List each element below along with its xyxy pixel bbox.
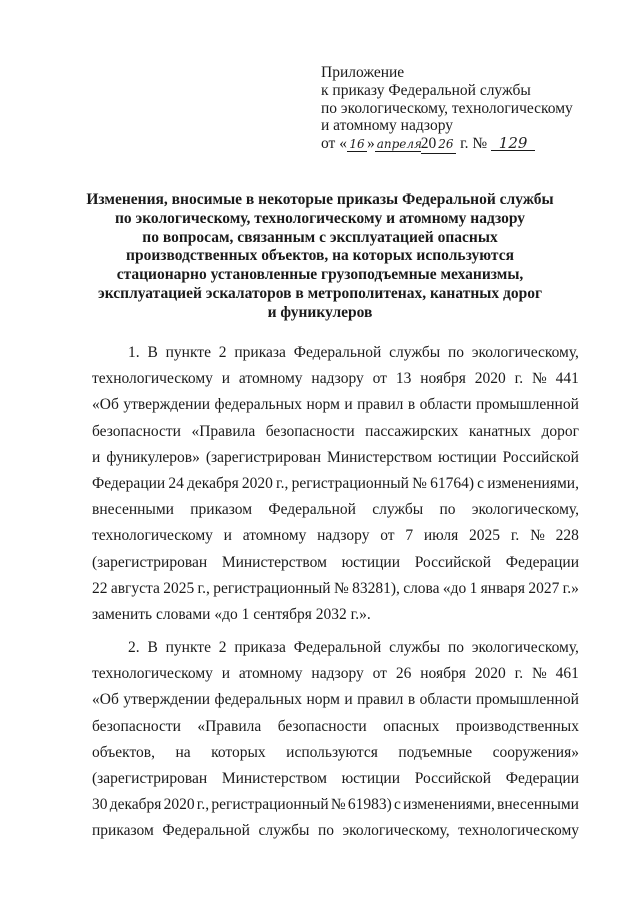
word: ноября — [420, 665, 466, 683]
word: г. — [510, 527, 520, 545]
word: фуникулеров» — [106, 448, 200, 466]
body-line — [92, 392, 579, 418]
word: (зарегистрирован — [92, 770, 208, 787]
word: пункте — [165, 344, 211, 361]
word: ноября — [420, 370, 466, 388]
word: изменениями, — [487, 474, 579, 492]
word: «Об — [92, 396, 119, 414]
word: Министерством — [221, 553, 327, 571]
word: правил — [357, 396, 404, 414]
word: 2020 — [241, 474, 273, 492]
word: 2 — [218, 344, 227, 361]
word: 30 — [92, 796, 108, 814]
word: 228 — [555, 527, 579, 545]
word: в — [407, 691, 416, 709]
body-line — [92, 366, 579, 392]
word: г., — [197, 579, 210, 597]
word: подъемные — [398, 743, 473, 761]
word: области — [419, 396, 472, 414]
word: юстиции — [341, 770, 401, 787]
body-line — [92, 523, 579, 549]
word: регистрационный — [211, 796, 329, 814]
word: 7 — [405, 527, 414, 545]
body-line — [92, 687, 579, 713]
word: Министерством — [327, 448, 433, 466]
word: 26 — [395, 665, 412, 683]
word: регистрационный — [291, 474, 409, 492]
body-line — [92, 550, 579, 576]
body-line — [92, 445, 579, 471]
body-line — [92, 576, 579, 602]
word: службы — [389, 639, 441, 657]
word: с — [394, 796, 401, 814]
word: 441 — [555, 370, 579, 388]
word: № — [531, 370, 547, 388]
body-line — [92, 792, 579, 818]
word: атомному — [238, 370, 303, 388]
word: «Правила — [191, 422, 256, 440]
word: № — [530, 527, 545, 545]
body-line — [92, 766, 579, 792]
word: утверждении — [123, 396, 211, 414]
body-line — [92, 635, 579, 661]
word: правил — [357, 691, 404, 709]
word: используются — [286, 743, 378, 761]
word: юстиции — [438, 448, 497, 466]
word: Российской — [414, 770, 492, 787]
appendix-date-line — [321, 135, 621, 154]
date-year — [421, 135, 457, 154]
word: 61764) — [430, 474, 474, 492]
word: г. — [514, 665, 524, 683]
word: 83281), — [352, 579, 400, 597]
word: приказом — [92, 822, 154, 840]
word: атомному — [242, 527, 307, 545]
word: декабря — [109, 796, 162, 814]
word: промышленной — [475, 691, 579, 709]
word: г., — [276, 474, 289, 492]
word: безопасности — [265, 422, 355, 440]
word: № — [330, 796, 346, 814]
word: изменениями, — [403, 796, 495, 814]
word: 2027 — [528, 579, 560, 597]
word: по — [317, 822, 334, 840]
word: Федеральной — [293, 639, 382, 657]
word: атомному — [238, 665, 303, 683]
title-line: стационарно установленные грузоподъемные механизмы, — [116, 266, 524, 284]
word: дорог — [541, 422, 579, 440]
word: «Об — [92, 691, 119, 709]
word: г., — [196, 796, 210, 814]
word: федеральных — [214, 691, 303, 709]
word: слова — [403, 579, 440, 597]
title-line: по вопросам, связанным с эксплуатацией опасных — [142, 228, 498, 246]
date-year-prefix: 20 — [420, 135, 437, 153]
appendix-block — [321, 64, 621, 154]
title-line: Изменения, вносимые в некоторые приказы Федеральной службы — [86, 191, 554, 208]
word: норм — [306, 396, 340, 414]
handwritten-month: апреля — [376, 137, 422, 152]
word: в — [407, 396, 416, 414]
date-number-label: г. № — [456, 135, 492, 153]
word: и — [92, 448, 101, 466]
word: области — [419, 691, 472, 709]
handwritten-day: 16 — [347, 137, 367, 152]
handwritten-year-suffix: 26 — [438, 137, 454, 152]
body-line — [92, 818, 579, 844]
document-title — [70, 191, 570, 323]
word: юстиции — [341, 553, 401, 571]
word: безопасности — [92, 717, 181, 735]
word: Федерации — [505, 553, 579, 571]
word: 2 — [218, 639, 227, 657]
word: безопасности — [92, 422, 181, 440]
word: экологическому, — [471, 501, 579, 519]
word: Федеральной — [162, 822, 250, 840]
word: № — [531, 665, 547, 683]
word: безопасности — [277, 717, 367, 735]
title-line: по экологическому, технологическому и атомному надзору — [114, 209, 526, 227]
word: производственных — [455, 717, 579, 735]
word: 61983) — [347, 796, 392, 814]
word: августа — [110, 579, 160, 597]
word: на — [175, 743, 191, 761]
body-line — [92, 714, 579, 740]
title-line: и фуникулеров — [267, 303, 373, 321]
word: и — [221, 370, 231, 388]
body-line — [92, 661, 579, 687]
word: приказа — [234, 639, 286, 657]
word: пассажирских — [365, 422, 459, 440]
word: от — [372, 665, 387, 683]
word: с — [477, 474, 485, 492]
paragraph-1 — [92, 340, 579, 628]
word: технологическому — [92, 527, 213, 545]
word: технологическому — [92, 665, 213, 683]
body-line — [92, 471, 579, 497]
word: (зарегистрирован — [92, 553, 208, 571]
word: 2025 — [469, 527, 501, 545]
word: г.» — [562, 579, 579, 597]
word: внесенными — [92, 501, 174, 519]
word: Министерством — [221, 770, 327, 787]
word: 2020 — [163, 796, 195, 814]
appendix-line-2: к приказу Федеральной службы — [321, 81, 531, 99]
word: Федерации — [92, 474, 166, 492]
word: декабря — [187, 474, 239, 492]
body-line — [92, 340, 579, 366]
word: по — [447, 344, 464, 361]
body-line — [92, 740, 579, 766]
title-line: эксплуатацией эскалаторов в метрополитенах, канатных дорог — [98, 284, 542, 302]
word: службы — [258, 822, 310, 840]
word: технологическому — [92, 370, 213, 388]
word: внесенными — [497, 796, 579, 814]
word: службы — [389, 344, 441, 361]
word: 22 — [92, 579, 108, 597]
word: 1. — [128, 344, 140, 361]
word: надзору — [311, 370, 364, 388]
word: промышленной — [475, 396, 579, 414]
word: Российской — [502, 448, 579, 466]
word: и — [344, 396, 353, 414]
word: надзору — [317, 527, 370, 545]
word: (зарегистрирован — [205, 448, 322, 466]
body-line: заменить словами «до 1 сентября 2032 г.». — [92, 605, 371, 623]
word: № — [333, 579, 349, 597]
word: технологическому — [458, 822, 579, 840]
word: 2. — [128, 639, 140, 657]
word: по — [447, 639, 464, 657]
word: Федеральной — [293, 344, 382, 361]
word: «Правила — [197, 717, 262, 735]
word: приказом — [190, 501, 253, 519]
word: регистрационный — [213, 579, 331, 597]
word: «до — [442, 579, 467, 597]
word: утверждении — [123, 691, 211, 709]
word: № — [412, 474, 427, 492]
document-body — [92, 340, 579, 852]
paragraph-2 — [92, 635, 579, 845]
word: канатных — [468, 422, 532, 440]
word: июля — [423, 527, 459, 545]
word: приказа — [234, 344, 286, 361]
handwritten-order-number: 129 — [491, 136, 535, 151]
word: В — [147, 344, 158, 361]
word: опасных — [383, 717, 440, 735]
word: 13 — [395, 370, 412, 388]
body-line — [92, 419, 579, 445]
word: федеральных — [214, 396, 303, 414]
word: 24 — [168, 474, 184, 492]
word: по — [439, 501, 456, 519]
word: и — [223, 527, 232, 545]
word: и — [344, 691, 353, 709]
body-line — [92, 497, 579, 523]
word: и — [221, 665, 231, 683]
word: 1 — [469, 579, 478, 597]
word: от — [380, 527, 395, 545]
word: Российской — [414, 553, 492, 571]
word: 461 — [555, 665, 579, 683]
title-line: производственных объектов, на которых используются — [126, 247, 514, 265]
word: сооружения» — [492, 743, 579, 761]
word: 2025 — [163, 579, 195, 597]
word: от — [372, 370, 387, 388]
word: объектов, — [92, 743, 155, 761]
word: 2020 — [474, 665, 506, 683]
word: экологическому, — [471, 344, 579, 361]
appendix-line-1: Приложение — [321, 64, 405, 81]
date-mid: » — [366, 135, 375, 153]
word: службы — [372, 501, 424, 519]
word: пункте — [165, 639, 211, 657]
word: надзору — [311, 665, 364, 683]
word: Федеральной — [268, 501, 356, 519]
word: которых — [211, 743, 266, 761]
word: норм — [306, 691, 340, 709]
word: В — [147, 639, 158, 657]
word: г. — [514, 370, 524, 388]
date-prefix: от « — [321, 135, 347, 153]
word: экологическому, — [471, 639, 579, 657]
word: января — [480, 579, 525, 597]
word: экологическому, — [342, 822, 450, 840]
appendix-line-3: по экологическому, технологическому — [321, 99, 573, 117]
word: 2020 — [474, 370, 506, 388]
word: Федерации — [505, 770, 579, 787]
appendix-line-4: и атомному надзору — [321, 117, 453, 135]
